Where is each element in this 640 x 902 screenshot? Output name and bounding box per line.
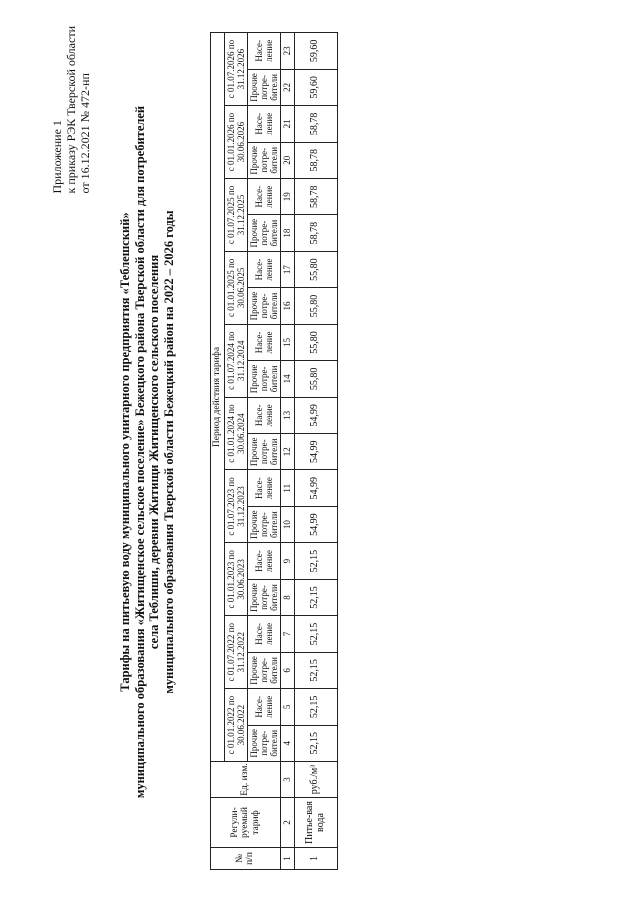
header-tariff: Регули-руемый тариф xyxy=(211,798,281,848)
appendix-line-3: от 16.12.2021 № 472-нп xyxy=(78,73,92,194)
title-line-4: муниципального образования Тверской области Бежецкий район на 2022 – 2026 годы xyxy=(161,210,176,694)
consumer-population-header: Насе-ление xyxy=(247,324,280,360)
period-header: с 01.07.2024 по 31.12.2024 xyxy=(224,324,247,397)
header-row-consumers xyxy=(247,33,280,870)
column-number: 6 xyxy=(280,652,294,688)
header-row-period xyxy=(211,33,225,870)
period-header: с 01.07.2023 по 31.12.2023 xyxy=(224,470,247,543)
tariff-value: 52,15 xyxy=(294,725,337,761)
tariff-value: 55,80 xyxy=(294,361,337,397)
column-number: 23 xyxy=(280,33,294,70)
period-header: с 01.07.2025 по 31.12.2025 xyxy=(224,179,247,252)
tariff-value: 52,15 xyxy=(294,579,337,615)
column-number: 18 xyxy=(280,215,294,251)
consumer-other-header: Прочие потре-бители xyxy=(247,725,280,761)
consumer-population-header: Насе-ление xyxy=(247,689,280,725)
header-num: № п/п xyxy=(211,848,281,870)
column-number: 22 xyxy=(280,69,294,105)
consumer-other-header: Прочие потре-бители xyxy=(247,506,280,542)
consumer-other-header: Прочие потре-бители xyxy=(247,434,280,470)
consumer-population-header: Насе-ление xyxy=(247,179,280,215)
column-number: 16 xyxy=(280,288,294,324)
title-line-1: Тарифы на питьевую воду муниципального унитарного предприятия «Теблешский» xyxy=(118,212,132,692)
table-row xyxy=(294,33,337,870)
column-number: 1 xyxy=(280,848,294,870)
appendix-block xyxy=(50,26,92,193)
consumer-other-header: Прочие потре-бители xyxy=(247,215,280,251)
header-unit: Ед. изм. xyxy=(211,762,281,798)
tariff-value: 58,78 xyxy=(294,106,337,142)
tariff-value: 58,78 xyxy=(294,179,337,215)
document-title xyxy=(118,12,176,892)
tariff-value: 52,15 xyxy=(294,543,337,579)
column-number: 21 xyxy=(280,106,294,142)
column-number: 9 xyxy=(280,543,294,579)
tariff-value: 58,78 xyxy=(294,215,337,251)
column-number: 19 xyxy=(280,179,294,215)
tariff-value: 55,80 xyxy=(294,251,337,287)
column-number: 12 xyxy=(280,434,294,470)
tariff-value: 59,60 xyxy=(294,69,337,105)
consumer-population-header: Насе-ление xyxy=(247,397,280,433)
tariff-value: 54,99 xyxy=(294,397,337,433)
tariff-value: 52,15 xyxy=(294,689,337,725)
consumer-other-header: Прочие потре-бители xyxy=(247,652,280,688)
consumer-population-header: Насе-ление xyxy=(247,470,280,506)
tariff-value: 52,15 xyxy=(294,616,337,652)
header-period: Период действия тарифа xyxy=(211,33,225,762)
column-number: 2 xyxy=(280,798,294,848)
tariff-value: 54,99 xyxy=(294,470,337,506)
tariff-value: 59,60 xyxy=(294,33,337,70)
consumer-population-header: Насе-ление xyxy=(247,251,280,287)
column-number: 13 xyxy=(280,397,294,433)
tariff-table xyxy=(210,32,338,870)
tariff-value: 54,99 xyxy=(294,506,337,542)
consumer-population-header: Насе-ление xyxy=(247,616,280,652)
period-header: с 01.01.2025 по 30.06.2025 xyxy=(224,251,247,324)
column-number: 14 xyxy=(280,361,294,397)
period-header: с 01.01.2022 по 30.06.2022 xyxy=(224,689,247,762)
consumer-population-header: Насе-ление xyxy=(247,106,280,142)
rotated-page xyxy=(10,12,630,892)
tariff-value: 55,80 xyxy=(294,324,337,360)
column-number: 7 xyxy=(280,616,294,652)
consumer-other-header: Прочие потре-бители xyxy=(247,142,280,178)
period-header: с 01.01.2023 по 30.06.2023 xyxy=(224,543,247,616)
tariff-value: 54,99 xyxy=(294,434,337,470)
tariff-value: 52,15 xyxy=(294,652,337,688)
column-number: 5 xyxy=(280,689,294,725)
tariff-value: 58,78 xyxy=(294,142,337,178)
consumer-population-header: Насе-ление xyxy=(247,33,280,70)
title-line-2: муниципального образования «Житищенское сельское поселение» Бежецкого района Тверской области для потребителей xyxy=(132,105,147,799)
row-unit: руб./м³ xyxy=(294,762,337,798)
consumer-other-header: Прочие потре-бители xyxy=(247,361,280,397)
column-number: 4 xyxy=(280,725,294,761)
column-number: 8 xyxy=(280,579,294,615)
consumer-other-header: Прочие потре-бители xyxy=(247,69,280,105)
column-number: 10 xyxy=(280,506,294,542)
consumer-other-header: Прочие потре-бители xyxy=(247,579,280,615)
column-number: 11 xyxy=(280,470,294,506)
header-row-dates xyxy=(224,33,247,870)
appendix-line-2: к приказу РЭК Тверской области xyxy=(64,26,78,194)
title-line-3: села Теблиши, деревни Житищи Житищенского сельского поселения xyxy=(147,254,161,650)
consumer-population-header: Насе-ление xyxy=(247,543,280,579)
column-number-row xyxy=(280,33,294,870)
period-header: с 01.01.2024 по 30.06.2024 xyxy=(224,397,247,470)
consumer-other-header: Прочие потре-бители xyxy=(247,288,280,324)
period-header: с 01.07.2026 по 31.12.2026 xyxy=(224,33,247,106)
row-num: 1 xyxy=(294,848,337,870)
row-name: Питье-вая вода xyxy=(294,798,337,848)
column-number: 17 xyxy=(280,251,294,287)
period-header: с 01.07.2022 по 31.12.2022 xyxy=(224,616,247,689)
column-number: 15 xyxy=(280,324,294,360)
column-number: 3 xyxy=(280,762,294,798)
period-header: с 01.01.2026 по 30.06.2026 xyxy=(224,106,247,179)
column-number: 20 xyxy=(280,142,294,178)
tariff-value: 55,80 xyxy=(294,288,337,324)
appendix-line-1: Приложение 1 xyxy=(50,120,64,194)
